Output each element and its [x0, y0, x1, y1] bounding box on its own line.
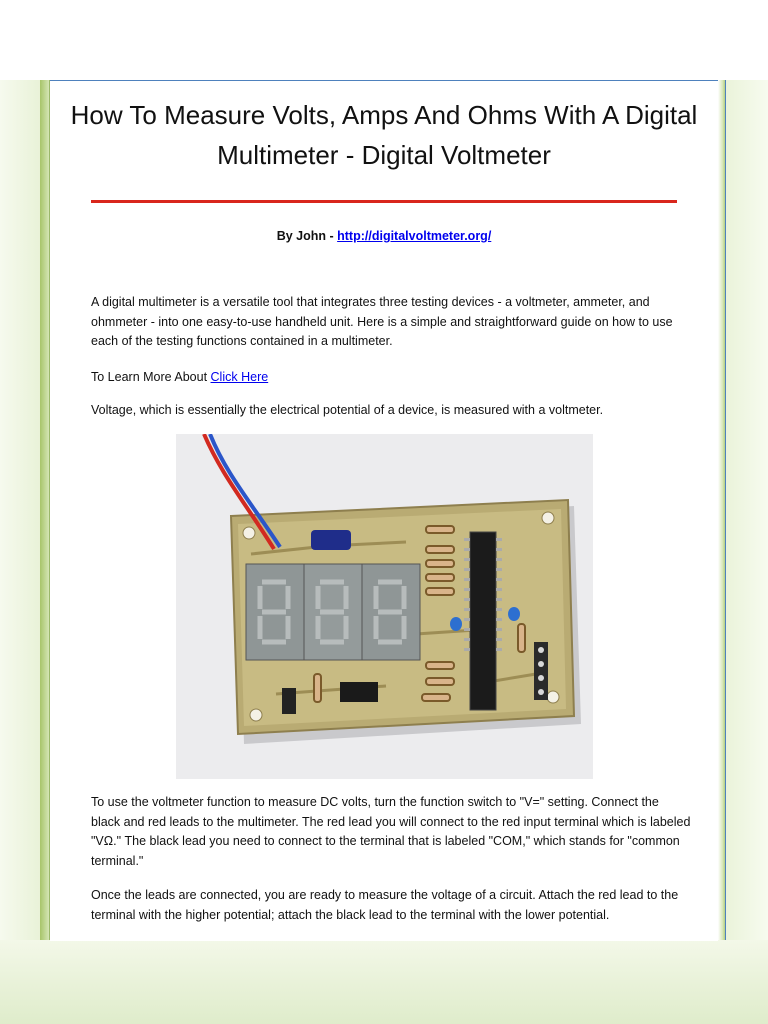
learn-more-text: To Learn More About	[91, 370, 211, 384]
measure-instructions-paragraph: Once the leads are connected, you are ready to measure the voltage of a circuit. Attach the red lead to the terminal with the higher potential; attach the black lead to the terminal with the lower potential.	[91, 888, 679, 922]
right-margin-band	[726, 80, 768, 1024]
intro-paragraph: A digital multimeter is a versatile tool that integrates three testing devices - a voltmeter, ammeter, and ohmmeter - into one easy-to-use handheld unit. Here is a simple and straightforward guide on how to use each of the testing functions contained in a multimeter.	[91, 295, 673, 348]
left-margin-band	[0, 80, 40, 1024]
footer-band	[0, 940, 768, 1024]
circuit-board-illustration	[176, 434, 593, 779]
title-underline-rule	[91, 200, 677, 203]
page-title: How To Measure Volts, Amps And Ohms With A Digital Multimeter - Digital Voltmeter	[70, 100, 698, 170]
author-site-link[interactable]: http://digitalvoltmeter.org/	[337, 229, 492, 243]
header-band	[0, 0, 768, 80]
byline	[50, 229, 718, 243]
voltmeter-circuit-photo	[176, 434, 593, 779]
left-green-stripe	[40, 80, 49, 1024]
voltage-intro-paragraph: Voltage, which is essentially the electrical potential of a device, is measured with a voltmeter.	[91, 403, 604, 417]
learn-more-line	[91, 368, 691, 388]
seven-segment-displays	[246, 564, 420, 660]
byline-author: By John -	[276, 229, 338, 243]
voltmeter-instructions-paragraph: To use the voltmeter function to measure DC volts, turn the function switch to "V=" setting. Connect the black and red leads to the multimeter. The red lead you will connect to the red input terminal which is labeled "VΩ." The black lead you need to connect to the terminal that is labeled "COM," which stands for "common terminal."	[91, 795, 691, 868]
click-here-link[interactable]: Click Here	[210, 370, 269, 384]
document-page	[50, 81, 718, 941]
